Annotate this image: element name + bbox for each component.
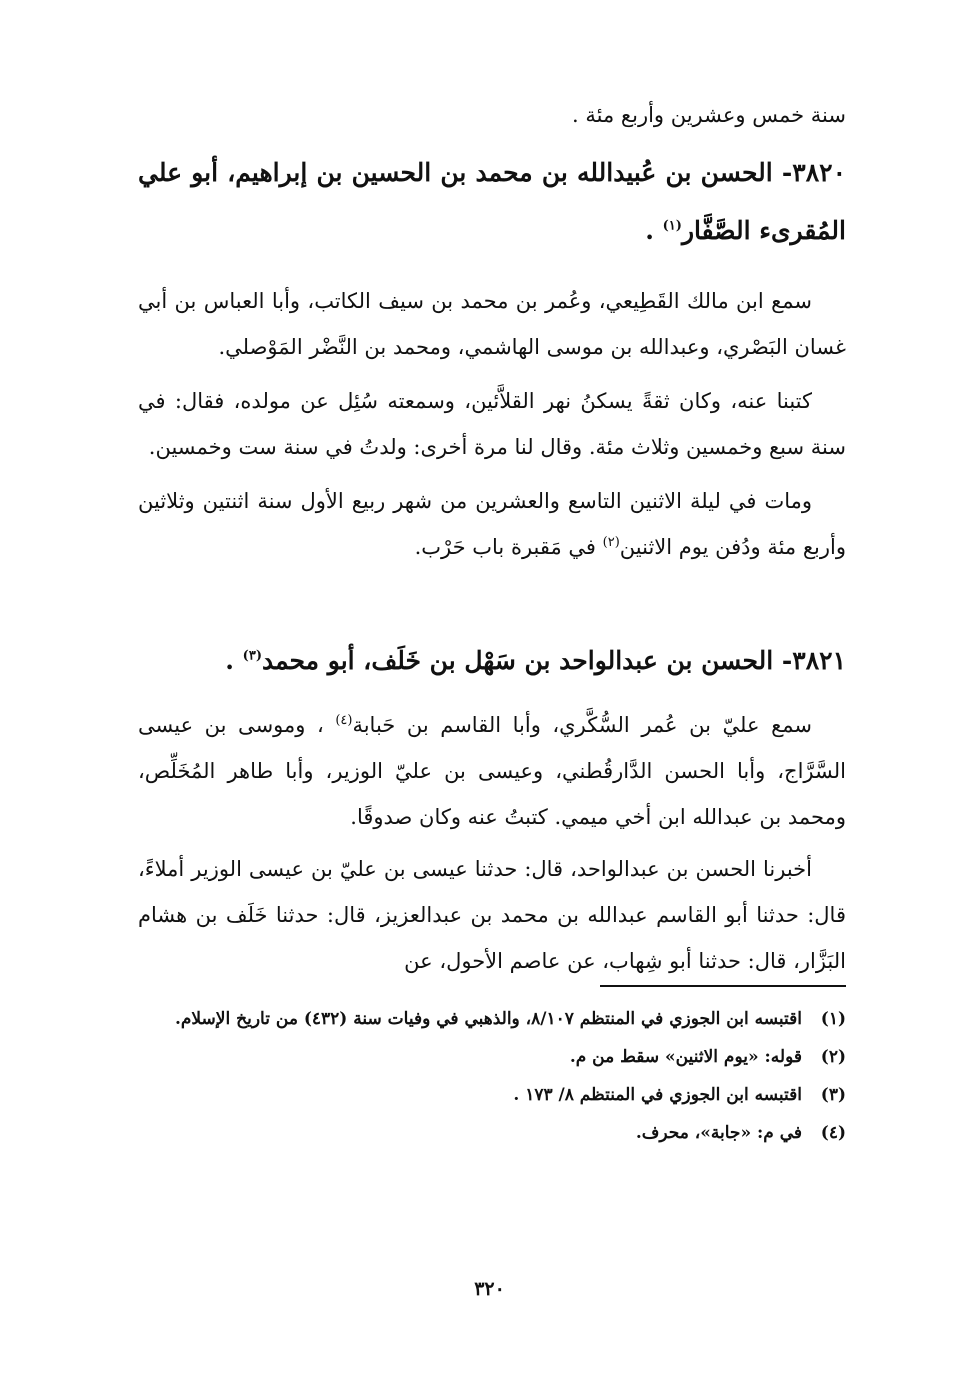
entry-3820	[138, 144, 846, 570]
footnote-text: قوله: «يوم الاثنين» سقط من م.	[569, 1047, 802, 1067]
footnote-number: (١)	[820, 1009, 846, 1029]
footnote-text: اقتبسه ابن الجوزي في المنتظم ٨/١٠٧، والذهبي في وفيات سنة (٤٣٢) من تاريخ الإسلام.	[174, 1009, 802, 1029]
footnote-ref: (٤)	[335, 713, 353, 728]
paragraph	[138, 702, 846, 840]
continuation-line: سنة خمس وعشرين وأربع مئة .	[572, 103, 846, 127]
paragraph	[138, 478, 846, 570]
paragraph-text: ومات في ليلة الاثنين التاسع والعشرين من شهر ربيع الأول سنة اثنتين وثلاثين وأربع مئة ودُفن يوم الاثنين	[138, 489, 846, 559]
entry-3821	[138, 632, 846, 984]
paragraph-text: في مَقبرة باب حَرْب.	[414, 535, 603, 559]
paragraph: كتبنا عنه، وكان ثقةً يسكنُ نهر القلاَّئين، وسمعته سُئِل عن مولده، فقال: في سنة سبع وخمسين وثلاث مئة. وقال لنا مرة أخرى: ولدتُ في سنة ست وخمسين.	[138, 389, 846, 459]
footnote-separator	[600, 985, 846, 987]
entry-title-end: .	[225, 646, 243, 675]
entry-title-end: .	[645, 216, 663, 245]
entry-title	[138, 632, 846, 690]
footnote	[138, 1000, 846, 1038]
footnote-number: (٣)	[820, 1085, 846, 1105]
footnote	[138, 1076, 846, 1114]
footnote-ref: (٢)	[602, 535, 620, 550]
paragraph-text: ، وموسى بن عيسى السَّرَّاج، وأبا الحسن الدَّارقُطني، وعيسى بن عليّ الوزير، وأبا طاهر المُخَلِّص، ومحمد بن عبدالله ابن أخي ميمي. كتبتُ عنه وكان صدوقًا.	[138, 713, 846, 829]
footnote-text: في م: «جابة»، محرف.	[635, 1123, 802, 1143]
entry-title-text: ٣٨٢١- الحسن بن عبدالواحد بن سَهْل بن خَلَف، أبو محمد	[261, 646, 846, 675]
page-number: ٣٢٠	[474, 1278, 505, 1300]
entry-title-text: ٣٨٢٠- الحسن بن عُبيدالله بن محمد بن الحسين بن إبراهيم، أبو علي المُقرىء الصَّفَّار	[138, 158, 846, 245]
paragraph: أخبرنا الحسن بن عبدالواحد، قال: حدثنا عيسى بن عليّ بن عيسى الوزير أملاءً، قال: حدثنا أبو القاسم عبدالله بن محمد بن عبدالعزيز، قال: حدثنا خَلَف بن هشام البَزَّار، قال: حدثنا أبو شِهاب، عن عاصم الأحول، عن	[138, 857, 846, 973]
footnote	[138, 1038, 846, 1076]
footnote-number: (٢)	[820, 1047, 846, 1067]
footnotes	[138, 1000, 846, 1152]
footnote-ref: (٣)	[242, 648, 262, 664]
footnote	[138, 1114, 846, 1152]
paragraph-text: سمع عليّ بن عُمر السُّكَّري، وأبا القاسم بن حَبابة	[352, 713, 812, 737]
footnote-ref: (١)	[662, 218, 682, 234]
entry-title	[138, 144, 846, 260]
footnote-text: اقتبسه ابن الجوزي في المنتظم ٨/ ١٧٣ .	[513, 1085, 802, 1105]
paragraph: سمع ابن مالك القَطِيعي، وعُمر بن محمد بن سيف الكاتب، وأبا العباس بن أبي غسان البَصْري، وعبدالله بن موسى الهاشمي، ومحمد بن النَّضْر المَوْصلي.	[138, 289, 846, 359]
footnote-number: (٤)	[820, 1123, 846, 1143]
